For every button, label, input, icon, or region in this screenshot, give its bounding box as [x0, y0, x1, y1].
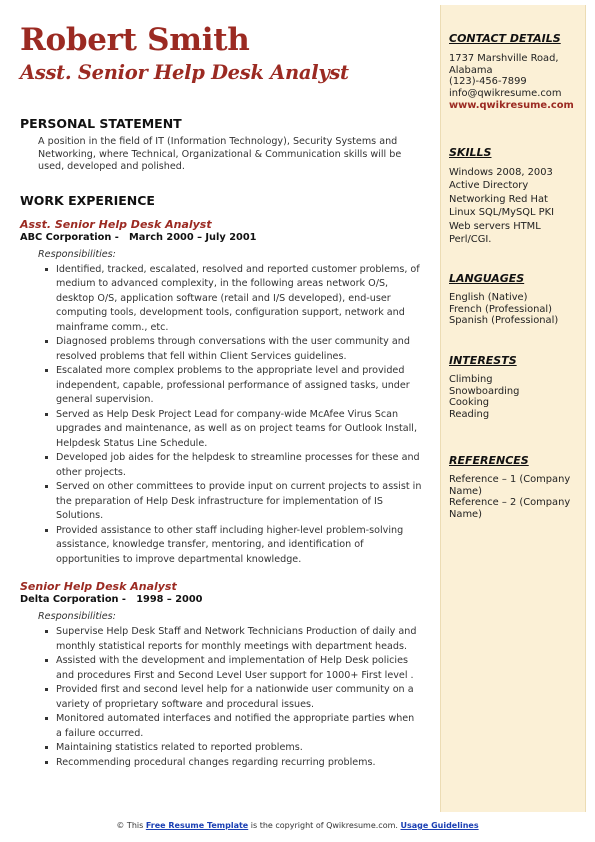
list-item: Supervise Help Desk Staff and Network Technicians Production of daily and monthly statistical reports for monthly meetings with department heads.	[56, 625, 422, 654]
job-company-dates: Delta Corporation - 1998 – 2000	[20, 594, 203, 605]
usage-guidelines-link[interactable]: Usage Guidelines	[400, 821, 479, 830]
contact-phone[interactable]: (123)-456-7899	[449, 76, 527, 88]
contact-section	[449, 32, 583, 112]
interests-heading: INTERESTS	[449, 354, 517, 367]
references-list	[449, 474, 583, 521]
free-resume-template-link[interactable]: Free Resume Template	[145, 821, 249, 830]
list-item: Identified, tracked, escalated, resolved and reported customer problems, of medium to advanced complexity, in the following areas network O/S, desktop O/S, application software (retail and I/S developed), end-user computing tools, development tools, configuration support, network and mainframe comm., etc.	[56, 263, 422, 336]
list-item: Escalated more complex problems to the appropriate level and provided independent, capable, professional performance of assigned tasks, under general supervision.	[56, 364, 422, 408]
candidate-name: Robert Smith	[20, 22, 250, 58]
contact-address-line1: 1737 Marshville Road,	[449, 53, 559, 64]
list-item: Maintaining statistics related to reported problems.	[56, 741, 422, 756]
contact-website[interactable]: www.qwikresume.com	[449, 99, 574, 111]
job-company-dates: ABC Corporation - March 2000 – July 2001	[20, 231, 257, 243]
contact-email[interactable]: info@qwikresume.com	[449, 88, 562, 100]
languages-section	[449, 272, 583, 327]
job-entry	[20, 580, 422, 770]
skills-list	[449, 166, 583, 246]
list-item: Windows 2008, 2003	[449, 167, 553, 178]
languages-list	[449, 292, 583, 327]
contact-address-line2: Alabama	[449, 64, 493, 76]
list-item: Snowboarding	[449, 385, 520, 397]
sidebar	[440, 5, 586, 812]
interests-section	[449, 354, 583, 421]
job-title: Senior Help Desk Analyst	[20, 580, 177, 593]
responsibilities-list	[20, 263, 422, 568]
candidate-title: Asst. Senior Help Desk Analyst	[20, 61, 349, 84]
list-item: Cooking	[449, 397, 489, 409]
interests-list	[449, 374, 583, 421]
list-item: Active Directory	[449, 180, 529, 192]
contact-heading: CONTACT DETAILS	[449, 32, 561, 45]
job-entry	[20, 218, 422, 568]
list-item: Climbing	[449, 374, 493, 385]
work-experience-heading: WORK EXPERIENCE	[20, 192, 155, 208]
references-heading: REFERENCES	[449, 454, 529, 467]
list-item: Served on other committees to provide input on current projects to assist in the preparation of Help Desk infrastructure for implementation of IS Solutions.	[56, 480, 422, 524]
list-item: Recommending procedural changes regarding recurring problems.	[56, 756, 422, 771]
personal-statement-heading: PERSONAL STATEMENT	[20, 116, 182, 131]
list-item: Perl/CGI.	[449, 234, 492, 246]
list-item: Networking Red Hat	[449, 193, 548, 205]
list-item: Reading	[449, 409, 490, 421]
list-item: Web servers HTML	[449, 220, 541, 232]
footer	[0, 821, 595, 831]
list-item: Reference – 2 (Company Name)	[449, 497, 571, 521]
footer-prefix: © This	[116, 821, 146, 830]
personal-statement-text: A position in the field of IT (Information Technology), Security Systems and Networking, where Technical, Organizational & Communication skills will be used, developed and polished.	[38, 136, 402, 172]
list-item: Monitored automated interfaces and notified the appropriate parties when a failure occurred.	[56, 712, 422, 741]
list-item: Served as Help Desk Project Lead for company-wide McAfee Virus Scan upgrades and maintenance, as well as on project teams for Outlook Install, Helpdesk Status Line Schedule.	[56, 408, 422, 452]
list-item: Spanish (Professional)	[449, 315, 559, 327]
references-section	[449, 454, 583, 521]
list-item: English (Native)	[449, 292, 528, 303]
responsibilities-list	[20, 625, 422, 770]
list-item: Provided first and second level help for a nationwide user community on a variety of proprietary software and procedural issues.	[56, 683, 422, 712]
languages-heading: LANGUAGES	[449, 272, 525, 285]
main-column	[20, 20, 422, 770]
skills-section	[449, 146, 583, 246]
footer-copyright-text: is the copyright of Qwikresume.com.	[248, 821, 401, 830]
list-item: Diagnosed problems through conversations with the user community and resolved problems that fell within Client Services guidelines.	[56, 335, 422, 364]
list-item: Assisted with the development and implementation of Help Desk policies and procedures First and Second Level User support for 1000+ First level .	[56, 654, 422, 683]
list-item: French (Professional)	[449, 303, 553, 315]
responsibilities-label: Responsibilities:	[38, 248, 116, 260]
job-title: Asst. Senior Help Desk Analyst	[20, 217, 212, 231]
list-item: Linux SQL/MySQL PKI	[449, 207, 555, 219]
skills-heading: SKILLS	[449, 146, 492, 159]
list-item: Provided assistance to other staff including higher-level problem-solving assistance, knowledge transfer, mentoring, and identification of opportunities to improve departmental knowledge.	[56, 524, 422, 568]
list-item: Developed job aides for the helpdesk to streamline processes for these and other projects.	[56, 451, 422, 480]
responsibilities-label: Responsibilities:	[38, 611, 116, 622]
list-item: Reference – 1 (Company Name)	[449, 474, 571, 497]
